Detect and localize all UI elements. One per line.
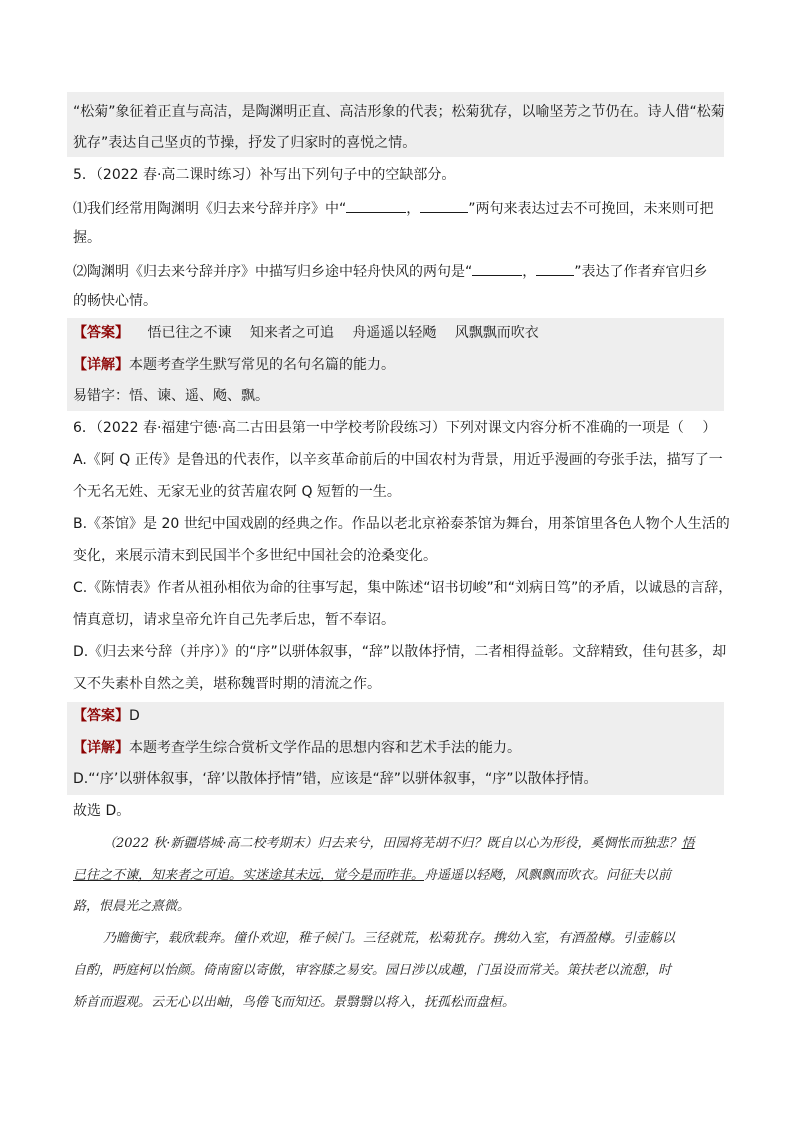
q5-answer — [73, 323, 539, 343]
q6-detail-label: 【详解】 — [73, 740, 129, 756]
q6-option-c-2: 情真意切，请求皇帝允许自己先孝后忠，暂不奉诏。 — [73, 612, 395, 628]
q6-detail-d: D.“‘序’以骈体叙事，‘辞’以散体抒情”错，应该是“辞”以骈体叙事，“序”以散体抒情。 — [73, 771, 598, 787]
passage-p1-line-1 — [103, 834, 695, 854]
q6-option-a-2: 个无名无姓、无家无业的贫苦雇农阿 Q 短暂的一生。 — [73, 484, 401, 500]
q5-blank-2[interactable] — [420, 197, 468, 213]
q5-answer-label: 【答案】 — [73, 325, 129, 341]
q6-option-c-1: C.《陈情表》作者从祖孙相依为命的往事写起，集中陈述“诏书切峻”和“刘病日笃”的矛盾，以诚恳的言辞， — [73, 580, 733, 596]
q5-detail-text: 本题考查学生默写常见的名句名篇的能力。 — [129, 357, 395, 373]
q5-blank-1[interactable] — [346, 197, 406, 213]
q5-sentence-2 — [73, 260, 708, 282]
passage-p2-line-2: 自酌，眄庭柯以怡颜。倚南窗以寄傲，审容膝之易安。园日涉以成趣，门虽设而常关。策扶老以流憩，时 — [73, 963, 672, 978]
passage-p1-underline-b: 已往之不谏，知来者之可追。实迷途其未远，觉今是而昨非。 — [73, 868, 425, 883]
q6-stem: 6．（2022 春·福建宁德·高二古田县第一中学校考阶段练习）下列对课文内容分析不准确的一项是（ ） — [73, 420, 717, 436]
q5-s2-sep: ， — [522, 264, 537, 280]
q6-detail-text: 本题考查学生综合赏析文学作品的思想内容和艺术手法的能力。 — [129, 740, 521, 756]
q5-sentence-1 — [73, 197, 714, 219]
q6-detail — [73, 738, 521, 758]
q6-option-b-1: B.《茶馆》是 20 世纪中国戏剧的经典之作。作品以老北京裕泰茶馆为舞台，用茶馆里各色人物个人生活的 — [73, 516, 730, 532]
passage-p1-text-b: 舟遥遥以轻飏，风飘飘而吹衣。问征夫以前 — [424, 868, 672, 883]
q5-s1-text-b: ”两句来表达过去不可挽回，未来则可把 — [468, 201, 714, 217]
q5-detail-label: 【详解】 — [73, 357, 129, 373]
passage-p1-line-3: 路，恨晨光之熹微。 — [73, 899, 191, 914]
passage-p1-line-2 — [73, 866, 671, 886]
q6-answer — [73, 706, 140, 726]
passage-p1-underline-a: 悟 — [681, 836, 695, 851]
q6-choose: 故选 D。 — [73, 803, 131, 819]
passage-p2-line-1: 乃瞻衡宇，载欣载奔。僮仆欢迎，稚子候门。三径就荒，松菊犹存。携幼入室，有酒盈樽。引壶觞以 — [103, 931, 676, 946]
q6-answer-text: D — [129, 708, 140, 724]
q6-option-d-1: D.《归去来兮辞（并序）》的“序”以骈体叙事，“辞”以散体抒情，二者相得益彰。文辞精致，佳句甚多，却 — [73, 644, 727, 660]
passage-p2-line-3: 矫首而遐观。云无心以出岫，鸟倦飞而知还。景翳翳以将入，抚孤松而盘桓。 — [73, 995, 516, 1010]
analysis-line-2: 犹存”表达自己坚贞的节操，抒发了归家时的喜悦之情。 — [73, 135, 417, 151]
passage-p1-text-a: （2022 秋·新疆塔城·高二校考期末）归去来兮，田园将芜胡不归？既自以心为形役，奚惆怅而独悲？ — [103, 836, 682, 851]
q5-answer-text: 悟已往之不谏 知来者之可追 舟遥遥以轻飏 风飘飘而吹衣 — [147, 325, 539, 341]
q5-detail — [73, 355, 395, 375]
analysis-line-1: “松菊”象征着正直与高洁，是陶渊明正直、高洁形象的代表；松菊犹存，以喻坚芳之节仍在。诗人借“松菊 — [73, 104, 725, 120]
q5-blank-4[interactable] — [536, 260, 574, 276]
q5-sentence-1-cont: 握。 — [73, 230, 101, 246]
q6-option-b-2: 变化，来展示清末到民国半个多世纪中国社会的沧桑变化。 — [73, 548, 437, 564]
q6-option-d-2: 又不失素朴自然之美，堪称魏晋时期的清流之作。 — [73, 676, 381, 692]
q5-blank-3[interactable] — [472, 260, 522, 276]
q5-s1-text-a: ⑴我们经常用陶渊明《归去来兮辞并序》中“ — [73, 201, 347, 217]
q5-error-chars: 易错字：悟、谏、遥、飏、飘。 — [73, 388, 269, 404]
q6-answer-label: 【答案】 — [73, 708, 129, 724]
q5-sentence-2-cont: 的畅快心情。 — [73, 293, 157, 309]
q5-stem: 5．（2022 春·高二课时练习）补写出下列句子中的空缺部分。 — [73, 167, 456, 183]
q6-option-a-1: A.《阿 Q 正传》是鲁迅的代表作，以辛亥革命前后的中国农村为背景，用近乎漫画的夸张手法，描写了一 — [73, 452, 723, 468]
q5-s1-sep: ， — [406, 201, 421, 217]
q5-s2-text-b: ”表达了作者弃官归乡 — [574, 264, 708, 280]
q5-s2-text-a: ⑵陶渊明《归去来兮辞并序》中描写归乡途中轻舟快风的两句是“ — [73, 264, 473, 280]
